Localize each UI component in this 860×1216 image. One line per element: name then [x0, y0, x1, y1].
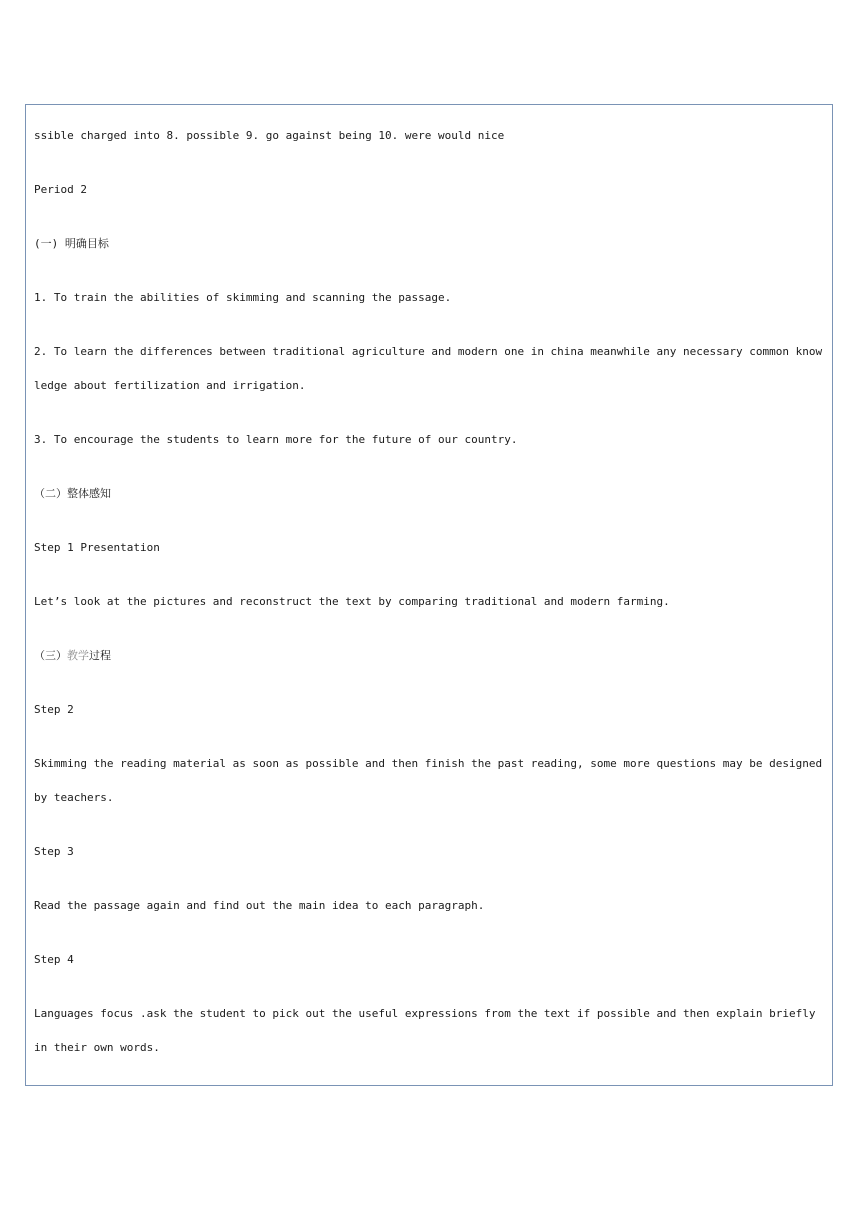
- section-heading-objectives: (一) 明确目标: [34, 237, 109, 250]
- step-heading-4: Step 4: [34, 953, 74, 966]
- step-body-4: Languages focus .ask the student to pick out the useful expressions from the text if possible and then explain briefly in their own words.: [34, 1007, 816, 1054]
- section-heading-process-gray: 教学: [67, 649, 89, 662]
- step-heading-2: Step 2: [34, 703, 74, 716]
- objective-item-2: 2. To learn the differences between traditional agriculture and modern one in china meanwhile any necessary common knowledge about fertilization and irrigation.: [34, 345, 823, 392]
- step-body-1: Let’s look at the pictures and reconstruct the text by comparing traditional and modern farming.: [34, 595, 670, 608]
- step-body-3: Read the passage again and find out the main idea to each paragraph.: [34, 899, 485, 912]
- section-heading-overview: （二）整体感知: [34, 487, 111, 500]
- objective-item-1: 1. To train the abilities of skimming and scanning the passage.: [34, 291, 452, 304]
- document-content: [34, 119, 824, 1085]
- objective-item-3: 3. To encourage the students to learn more for the future of our country.: [34, 433, 518, 446]
- step-body-2: Skimming the reading material as soon as possible and then finish the past reading, some more questions may be designed by teachers.: [34, 757, 823, 804]
- paragraph-continuation: ssible charged into 8. possible 9. go against being 10. were would nice: [34, 129, 505, 142]
- step-heading-3: Step 3: [34, 845, 74, 858]
- section-heading-process-prefix: （三）: [34, 649, 67, 662]
- section-heading-process: [34, 639, 824, 673]
- period-heading: Period 2: [34, 183, 87, 196]
- step-heading-1: Step 1 Presentation: [34, 541, 160, 554]
- section-heading-process-suffix: 过程: [89, 649, 111, 662]
- document-frame: [25, 104, 833, 1086]
